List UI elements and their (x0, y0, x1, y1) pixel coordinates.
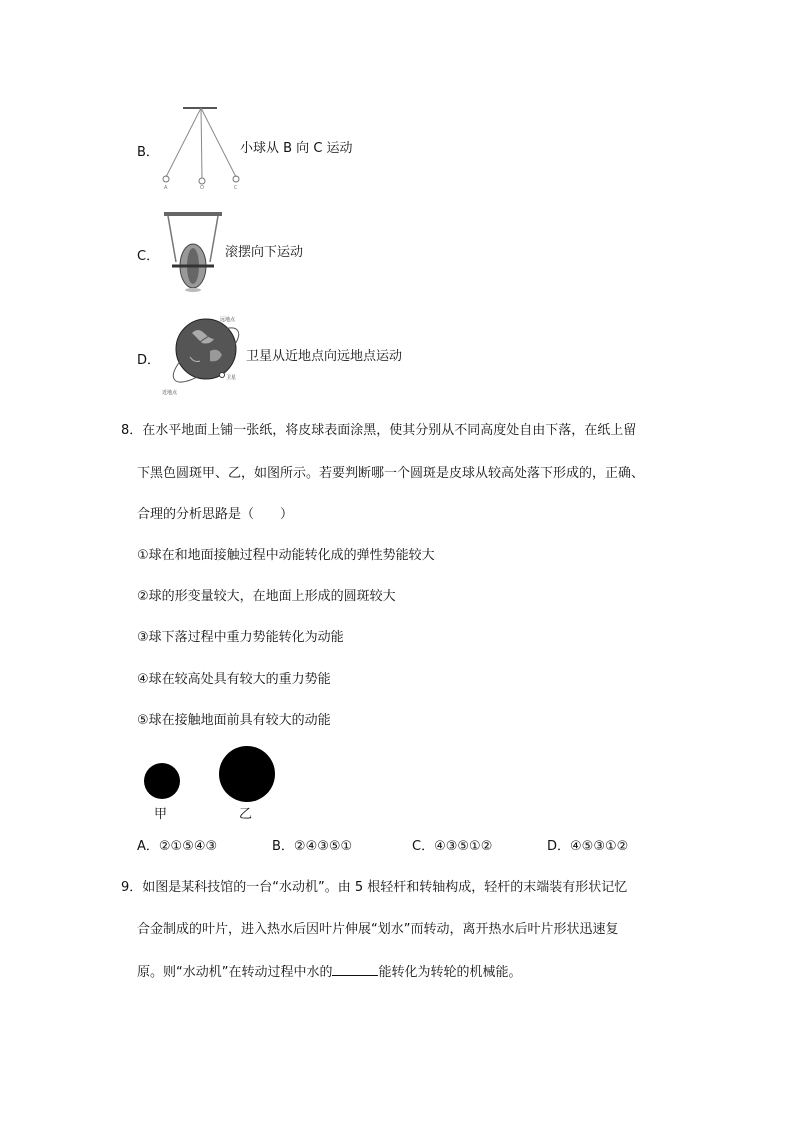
q9-line-3 (137, 963, 522, 981)
satellite-orbit-drawing (162, 309, 246, 397)
pendulum-drawing (155, 102, 243, 190)
option-c-label: C． (137, 249, 160, 264)
q9-line-1: 9．如图是某科技馆的一台“水动机”。由 5 根轻杆和转轴构成，轻杆的末端装有形状记忆 (121, 880, 628, 895)
q8-stem-line-1: 8．在水平地面上铺一张纸，将皮球表面涂黑，使其分别从不同高度处自由下落，在纸上留 (121, 423, 637, 438)
option-b-label: B． (137, 145, 159, 160)
maxwell-wheel-drawing (160, 208, 226, 294)
choice-d-text: ④⑤③①② (570, 839, 629, 854)
choice-a-text: ②①⑤④③ (158, 839, 218, 854)
q8-statement-2: ②球的形变量较大，在地面上形成的圆斑较大 (137, 589, 396, 604)
q8-statement-4: ④球在较高处具有较大的重力势能 (137, 672, 331, 687)
q8-statement-5: ⑤球在接触地面前具有较大的动能 (137, 713, 331, 728)
q8-stem-line-3: 合理的分析思路是（ ） (137, 507, 294, 522)
option-d-label: D． (137, 353, 161, 368)
satellite-label: 卫星 (226, 375, 237, 381)
q9-line-2: 合金制成的叶片，进入热水后因叶片伸展“划水”而转动，离开热水后叶片形状迅速复 (137, 922, 619, 937)
pendulum-figure (155, 102, 243, 190)
q8-choice-d (547, 839, 628, 855)
apogee-label: 远地点 (220, 317, 236, 323)
q8-choice-c (412, 839, 492, 855)
point-c-label: C (234, 185, 238, 191)
satellite-orbit-figure (162, 309, 246, 397)
choice-c-text: ④③⑤①② (434, 839, 493, 854)
q9-line-3-before: 原。则“水动机”在转动过程中水的 (137, 965, 333, 980)
option-c-caption: 滚摆向下运动 (225, 245, 304, 260)
choice-d-label: D． (547, 839, 571, 854)
maxwell-wheel-figure (160, 208, 226, 294)
spot-jia (144, 763, 180, 799)
q8-statement-3: ③球下落过程中重力势能转化为动能 (137, 630, 344, 645)
option-d-caption: 卫星从近地点向远地点运动 (246, 349, 403, 364)
choice-c-label: C． (412, 839, 435, 854)
q9-line-3-after: 能转化为转轮的机械能。 (378, 965, 522, 980)
point-a-label: A (164, 185, 168, 191)
answer-blank[interactable] (332, 963, 378, 976)
point-o-label: O (200, 185, 204, 191)
spot-yi-label: 乙 (239, 807, 253, 822)
option-b-caption: 小球从 B 向 C 运动 (240, 141, 353, 156)
q8-statement-1: ①球在和地面接触过程中动能转化成的弹性势能较大 (137, 548, 435, 563)
spot-yi (219, 746, 275, 802)
q8-choice-b (272, 839, 352, 855)
spots-figure (140, 741, 280, 827)
perigee-label: 近地点 (162, 390, 178, 396)
q8-stem-line-2: 下黑色圆斑甲、乙，如图所示。若要判断哪一个圆斑是皮球从较高处落下形成的，正确、 (137, 466, 645, 481)
choice-a-label: A． (137, 839, 159, 854)
choice-b-text: ②④③⑤① (293, 839, 353, 854)
q8-choice-a (137, 839, 217, 855)
spot-jia-label: 甲 (154, 807, 168, 822)
choice-b-label: B． (272, 839, 294, 854)
